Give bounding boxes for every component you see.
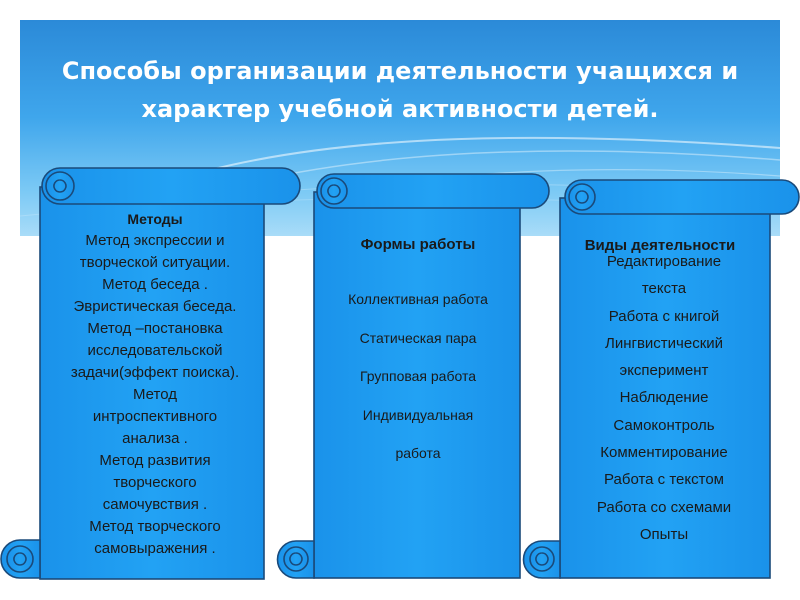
methods-item: Метод творческого <box>89 518 221 535</box>
methods-item: Метод экспрессии и <box>85 232 225 249</box>
title-line-1: Способы организации деятельности учащихся и <box>61 57 739 85</box>
methods-item: задачи(эффект поиска). <box>70 364 240 381</box>
methods-item: анализа . <box>122 430 188 447</box>
activities-item: Редактирование <box>606 253 722 270</box>
methods-item: самовыражения . <box>94 540 216 557</box>
forms-item: Индивидуальная <box>362 406 474 423</box>
methods-item: Метод развития <box>99 452 211 469</box>
methods-item: исследовательской <box>87 342 223 359</box>
activities-heading: Виды деятельности <box>584 237 736 254</box>
forms-item: Статическая пара <box>359 329 477 346</box>
activities-item: эксперимент <box>619 362 709 380</box>
methods-item: творческого <box>113 474 197 491</box>
activities-item: Наблюдение <box>619 389 709 407</box>
methods-item: интроспективного <box>92 408 218 425</box>
activities-column <box>566 248 762 548</box>
forms-item: работа <box>395 445 441 461</box>
activities-item: Самоконтроль <box>613 416 715 434</box>
forms-item: Коллективная работа <box>348 291 488 307</box>
activities-item: Лингвистический <box>604 334 724 352</box>
forms-item: Групповая работа <box>359 368 477 384</box>
methods-item: Эвристическая беседа. <box>73 298 237 315</box>
methods-column <box>52 208 258 560</box>
title-line-2: характер учебной активности детей. <box>141 95 659 123</box>
activities-item: Работа с книгой <box>608 307 720 325</box>
methods-item: Метод <box>133 386 177 403</box>
activities-item: Работа со схемами <box>596 498 732 516</box>
activities-item: Работа с текстом <box>604 471 724 489</box>
methods-item: Метод –постановка <box>87 320 223 337</box>
methods-heading: Методы <box>127 211 183 227</box>
methods-item: творческой ситуации. <box>79 254 231 271</box>
forms-heading: Формы работы <box>360 236 476 253</box>
forms-column <box>318 287 518 480</box>
methods-item: самочувствия . <box>102 496 208 513</box>
methods-item: Метод беседа . <box>102 276 208 293</box>
activities-item: Опыты <box>639 525 689 543</box>
activities-item: Комментирование <box>600 444 728 462</box>
activities-item: текста <box>641 280 687 298</box>
